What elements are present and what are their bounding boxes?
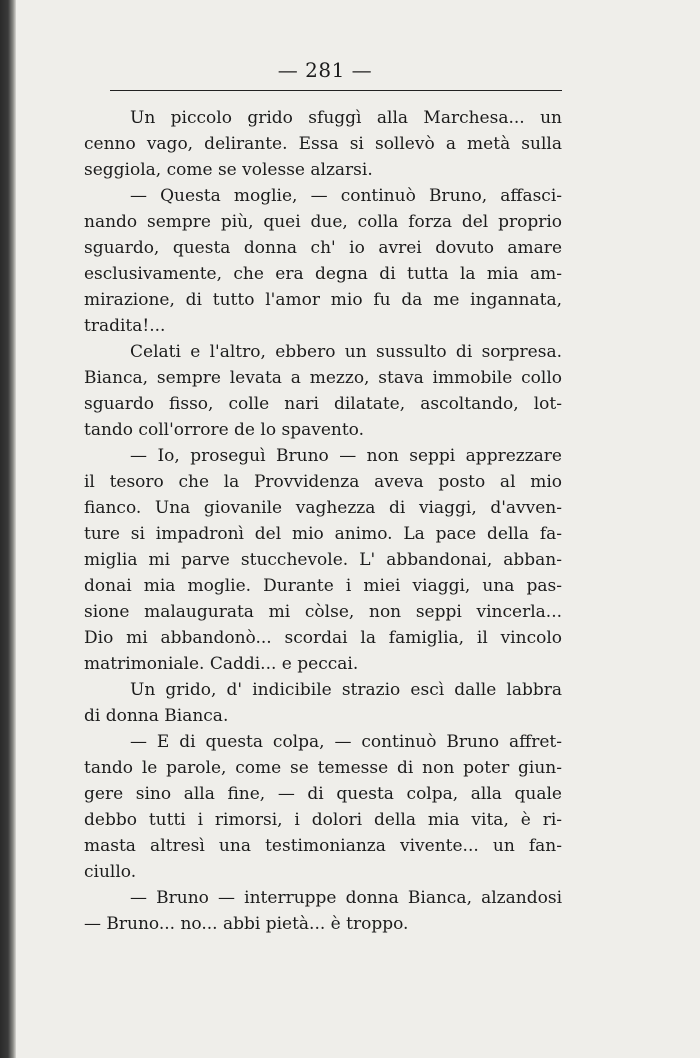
text-line: seggiola, come se volesse alzarsi. xyxy=(84,160,373,180)
book-binding-edge xyxy=(0,0,16,1058)
text-line: sguardo fisso, colle nari dilatate, ascoltando, lot- xyxy=(84,394,562,414)
header-rule xyxy=(110,90,562,91)
text-line: ture si impadronì del mio animo. La pace della fa- xyxy=(84,524,562,544)
text-line: — Questa moglie, — continuò Bruno, affasci- xyxy=(130,186,562,206)
text-line: masta altresì una testimonianza vivente... un fan- xyxy=(84,836,562,856)
page-number-header: — 281 — xyxy=(277,58,373,82)
text-line: sione malaugurata mi còlse, non seppi vincerla... xyxy=(84,602,562,622)
text-line: Celati e l'altro, ebbero un sussulto di sorpresa. xyxy=(130,342,562,362)
text-line: di donna Bianca. xyxy=(84,706,229,726)
text-line: Bianca, sempre levata a mezzo, stava immobile collo xyxy=(84,368,562,388)
text-line: debbo tutti i rimorsi, i dolori della mia vita, è ri- xyxy=(84,810,562,830)
text-line: sguardo, questa donna ch' io avrei dovuto amare xyxy=(84,238,562,258)
text-line: il tesoro che la Provvidenza aveva posto al mio xyxy=(84,472,562,492)
text-line: — Io, proseguì Bruno — non seppi apprezzare xyxy=(130,446,562,466)
text-line: mirazione, di tutto l'amor mio fu da me ingannata, xyxy=(84,290,562,310)
text-line: — Bruno... no... abbi pietà... è troppo. xyxy=(84,914,409,934)
text-line: ciullo. xyxy=(84,862,137,882)
text-line: gere sino alla fine, — di questa colpa, alla quale xyxy=(84,784,562,804)
text-line: fianco. Una giovanile vaghezza di viaggi, d'avven- xyxy=(84,498,562,518)
text-line: cenno vago, delirante. Essa si sollevò a metà sulla xyxy=(84,134,562,154)
text-line: — Bruno — interruppe donna Bianca, alzandosi xyxy=(130,888,562,908)
text-line: tando le parole, come se temesse di non poter giun- xyxy=(84,758,562,778)
text-line: esclusivamente, che era degna di tutta la mia am- xyxy=(84,264,562,284)
text-line: donai mia moglie. Durante i miei viaggi, una pas- xyxy=(84,576,562,596)
text-line: Un grido, d' indicibile strazio escì dalle labbra xyxy=(130,680,562,700)
text-line: tradita!... xyxy=(84,316,166,336)
text-line: Un piccolo grido sfuggì alla Marchesa... un xyxy=(130,108,562,128)
text-line: nando sempre più, quei due, colla forza del proprio xyxy=(84,212,562,232)
text-line: Dio mi abbandonò... scordai la famiglia, il vincolo xyxy=(84,628,562,648)
text-line: miglia mi parve stucchevole. L' abbandonai, abban- xyxy=(84,550,562,570)
page-body-text xyxy=(84,105,562,937)
text-line: tando coll'orrore de lo spavento. xyxy=(84,420,365,440)
text-line: matrimoniale. Caddi... e peccai. xyxy=(84,654,359,674)
text-line: — E di questa colpa, — continuò Bruno affret- xyxy=(130,732,562,752)
